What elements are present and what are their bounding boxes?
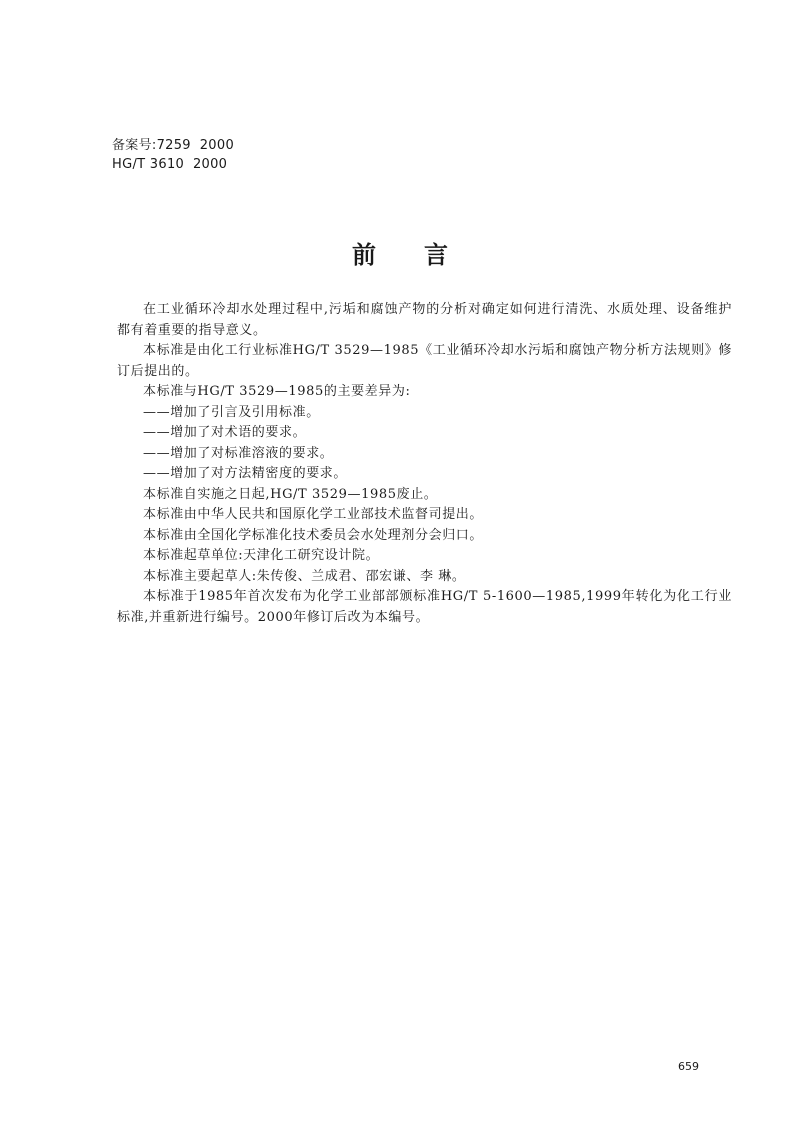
document-header	[112, 136, 234, 174]
paragraph-3: 本标准与HG/T 3529—1985的主要差异为:	[143, 384, 411, 399]
difference-item-2: ——增加了对术语的要求。	[143, 425, 307, 440]
paragraph-5: 本标准由中华人民共和国原化学工业部技术监督司提出。	[143, 507, 484, 522]
paragraph-1: 在工业循环冷却水处理过程中,污垢和腐蚀产物的分析对确定如何进行清洗、水质处理、设备维护都有着重要的指导意义。	[117, 302, 732, 338]
difference-item-1: ——增加了引言及引用标准。	[143, 404, 320, 420]
difference-item-3: ——增加了对标准溶液的要求。	[143, 445, 334, 461]
page-title: 前言	[352, 241, 496, 269]
page-number: 659	[678, 1060, 699, 1073]
foreword-body	[117, 300, 732, 628]
standard-number: HG/T 3610 2000	[112, 157, 228, 172]
paragraph-7: 本标准起草单位:天津化工研究设计院。	[143, 548, 380, 563]
difference-item-4: ——增加了对方法精密度的要求。	[143, 466, 348, 481]
paragraph-2: 本标准是由化工行业标准HG/T 3529—1985《工业循环冷却水污垢和腐蚀产物分析方法规则》修订后提出的。	[117, 343, 732, 379]
paragraph-8: 本标准主要起草人:朱传俊、兰成君、邵宏谦、李 琳。	[143, 568, 466, 584]
record-number: 备案号:7259 2000	[112, 138, 235, 153]
paragraph-4: 本标准自实施之日起,HG/T 3529—1985废止。	[143, 486, 438, 502]
paragraph-9: 本标准于1985年首次发布为化学工业部部颁标准HG/T 5-1600—1985,1999年转化为化工行业标准,并重新进行编号。2000年修订后改为本编号。	[117, 589, 732, 625]
paragraph-6: 本标准由全国化学标准化技术委员会水处理剂分会归口。	[143, 527, 484, 543]
